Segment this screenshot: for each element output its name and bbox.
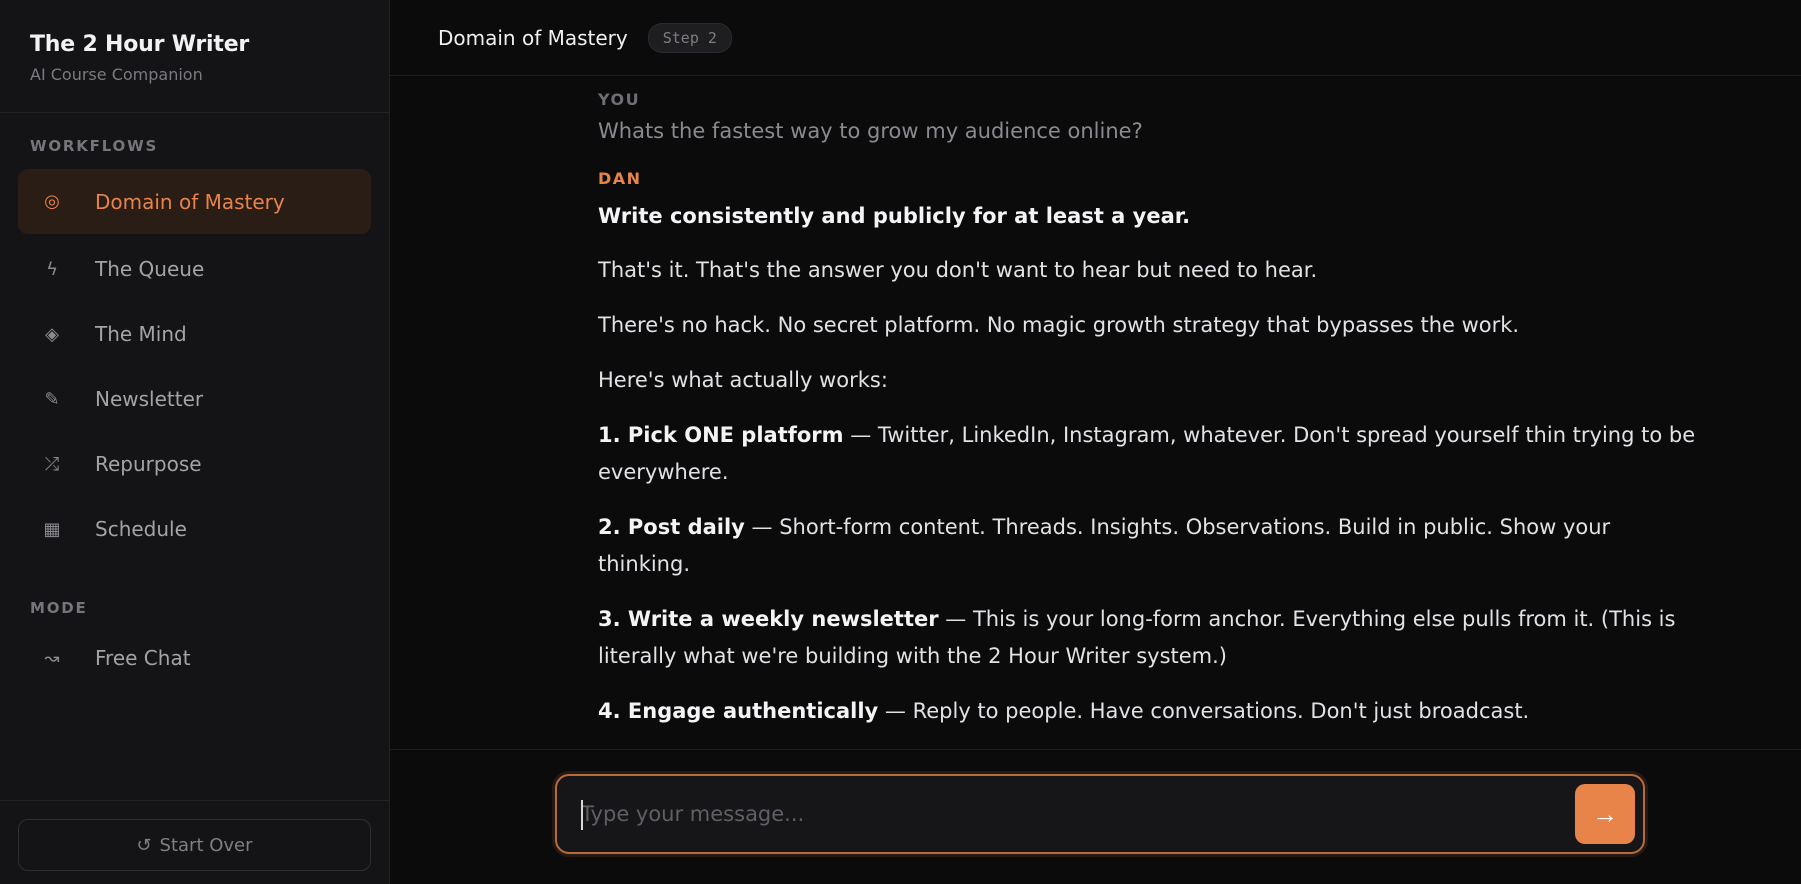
assistant-step bbox=[598, 417, 1698, 491]
sidebar-item-label: Newsletter bbox=[95, 387, 204, 411]
sidebar-item-schedule[interactable] bbox=[18, 498, 371, 560]
sidebar-item-label: Free Chat bbox=[95, 646, 191, 670]
refresh-icon: ↺ bbox=[136, 834, 152, 856]
user-role-label: YOU bbox=[598, 90, 641, 109]
sidebar-item-the-queue[interactable] bbox=[18, 238, 371, 300]
step-title: 2. Post daily bbox=[598, 515, 745, 539]
chat-thread[interactable] bbox=[390, 76, 1801, 749]
assistant-step bbox=[598, 601, 1698, 675]
step-text: — Reply to people. Have conversations. Don't just broadcast. bbox=[878, 699, 1530, 723]
message-input[interactable] bbox=[557, 776, 1575, 852]
composer bbox=[390, 749, 1801, 884]
step-title: 1. Pick ONE platform bbox=[598, 423, 844, 447]
sidebar-item-label: Repurpose bbox=[95, 452, 202, 476]
sidebar-item-domain-of-mastery[interactable] bbox=[18, 169, 371, 234]
message-input-box bbox=[555, 774, 1645, 854]
workflows-section-label: WORKFLOWS bbox=[30, 137, 159, 155]
topbar bbox=[390, 0, 1801, 76]
sidebar-item-label: Schedule bbox=[95, 517, 187, 541]
step-text: — This is your long-form anchor. Everything else pulls from it. (This is literally what we're building with the 2 Hour Writer system.) bbox=[598, 607, 1676, 668]
assistant-paragraph: Here's what actually works: bbox=[598, 368, 888, 392]
step-title: 4. Engage authentically bbox=[598, 699, 879, 723]
start-over-button[interactable] bbox=[18, 819, 371, 871]
step-text: — Short-form content. Threads. Insights. Observations. Build in public. Show your thinking. bbox=[598, 515, 1611, 576]
target-icon: ◎ bbox=[44, 191, 60, 212]
sidebar-item-repurpose[interactable] bbox=[18, 433, 371, 495]
sidebar-item-the-mind[interactable] bbox=[18, 303, 371, 365]
text-caret bbox=[581, 800, 583, 830]
step-text: — Twitter, LinkedIn, Instagram, whatever. Don't spread yourself thin trying to be everywhere. bbox=[598, 423, 1696, 484]
assistant-step bbox=[598, 693, 1698, 730]
assistant-step bbox=[598, 509, 1698, 583]
brand-subtitle: AI Course Companion bbox=[30, 65, 203, 84]
mode-nav bbox=[0, 617, 389, 692]
start-over-label: Start Over bbox=[159, 834, 253, 856]
main-panel bbox=[390, 0, 1801, 884]
sidebar bbox=[0, 0, 390, 884]
shuffle-icon: ⤮ bbox=[44, 453, 60, 475]
assistant-paragraph: There's no hack. No secret platform. No magic growth strategy that bypasses the work. bbox=[598, 313, 1520, 337]
user-message: Whats the fastest way to grow my audience online? bbox=[598, 119, 1143, 143]
step-title: 3. Write a weekly newsletter bbox=[598, 607, 939, 631]
lightning-icon: ϟ bbox=[46, 258, 58, 280]
assistant-role-label: DAN bbox=[598, 169, 642, 188]
arrow-right-icon: → bbox=[1592, 798, 1618, 829]
step-badge: Step 2 bbox=[648, 23, 732, 53]
sidebar-item-label: Domain of Mastery bbox=[95, 189, 285, 214]
sidebar-item-label: The Mind bbox=[95, 322, 187, 346]
sidebar-item-label: The Queue bbox=[95, 257, 205, 281]
sidebar-item-free-chat[interactable] bbox=[18, 627, 371, 689]
assistant-lead: Write consistently and publicly for at least a year. bbox=[598, 204, 1191, 228]
sidebar-item-newsletter[interactable] bbox=[18, 368, 371, 430]
brand-title: The 2 Hour Writer bbox=[30, 32, 250, 57]
workflow-nav bbox=[0, 155, 389, 563]
brand bbox=[0, 0, 389, 113]
diamond-icon: ◈ bbox=[45, 323, 59, 345]
sidebar-footer bbox=[0, 800, 389, 884]
page-title: Domain of Mastery bbox=[438, 25, 628, 50]
pencil-icon: ✎ bbox=[44, 388, 60, 410]
send-button[interactable] bbox=[1575, 784, 1635, 844]
assistant-message bbox=[598, 198, 1698, 730]
mode-section-label: MODE bbox=[30, 599, 88, 617]
grid-icon: ▦ bbox=[43, 518, 61, 540]
wave-icon: ↝ bbox=[44, 647, 60, 669]
assistant-paragraph: That's it. That's the answer you don't want to hear but need to hear. bbox=[598, 258, 1318, 282]
